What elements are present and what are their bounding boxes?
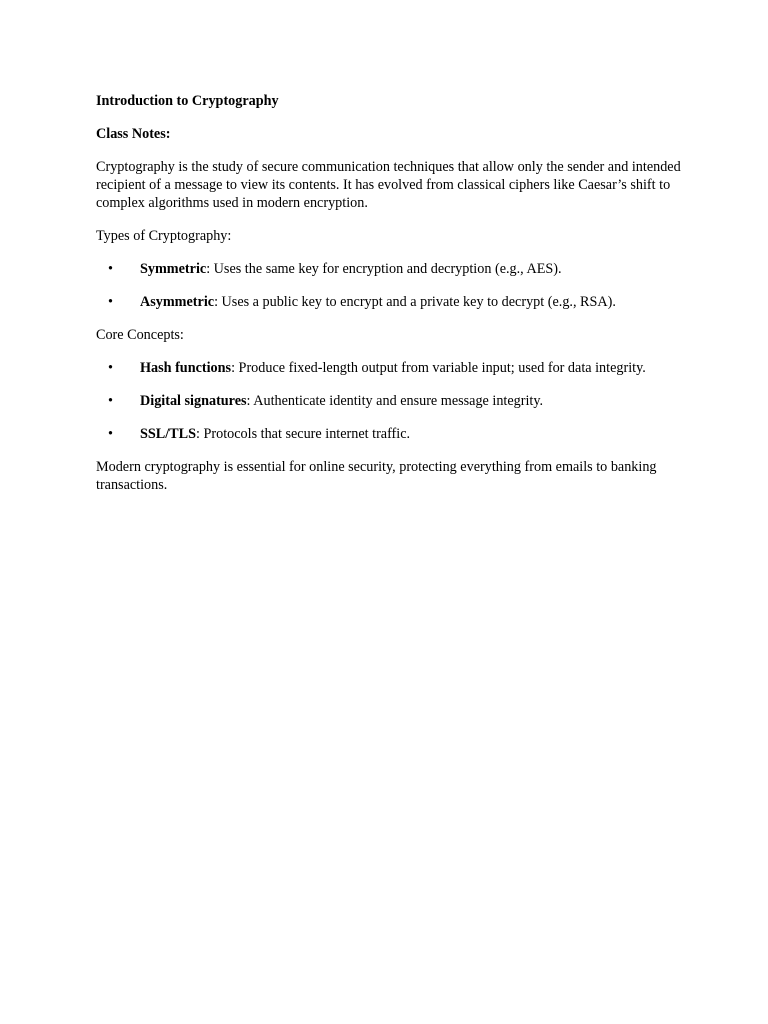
list-item <box>96 359 696 377</box>
types-list <box>96 260 696 311</box>
concepts-list <box>96 359 696 443</box>
list-item-description: : Protocols that secure internet traffic. <box>196 426 411 442</box>
list-item-description: : Authenticate identity and ensure message integrity. <box>246 393 544 409</box>
list-item-term: SSL/TLS <box>140 426 197 442</box>
bullet-icon: • <box>108 261 113 277</box>
closing-paragraph: Modern cryptography is essential for online security, protecting everything from emails to banking transactions. <box>96 459 657 493</box>
list-item-term: Digital signatures <box>140 393 247 409</box>
bullet-icon: • <box>108 360 113 376</box>
list-item-term: Asymmetric <box>140 294 215 310</box>
bullet-icon: • <box>108 294 113 310</box>
list-item-description: : Produce fixed-length output from variable input; used for data integrity. <box>231 360 646 376</box>
bullet-icon: • <box>108 393 113 409</box>
list-item <box>96 260 696 278</box>
list-item-term: Hash functions <box>140 360 232 376</box>
list-item <box>96 293 696 311</box>
document-subtitle: Class Notes: <box>96 126 171 142</box>
bullet-icon: • <box>108 426 113 442</box>
intro-paragraph: Cryptography is the study of secure communication techniques that allow only the sender and intended recipient of a message to view its contents. It has evolved from classical ciphers like Caesar’s shift to complex algorithms used in modern encryption. <box>96 159 681 211</box>
list-item-description: : Uses a public key to encrypt and a private key to decrypt (e.g., RSA). <box>214 294 616 310</box>
document-page <box>96 92 696 494</box>
list-item-description: : Uses the same key for encryption and decryption (e.g., AES). <box>206 261 562 277</box>
concepts-heading: Core Concepts: <box>96 327 184 343</box>
types-heading: Types of Cryptography: <box>96 228 232 244</box>
list-item-term: Symmetric <box>140 261 207 277</box>
list-item <box>96 425 696 443</box>
list-item <box>96 392 696 410</box>
document-title: Introduction to Cryptography <box>96 93 279 109</box>
